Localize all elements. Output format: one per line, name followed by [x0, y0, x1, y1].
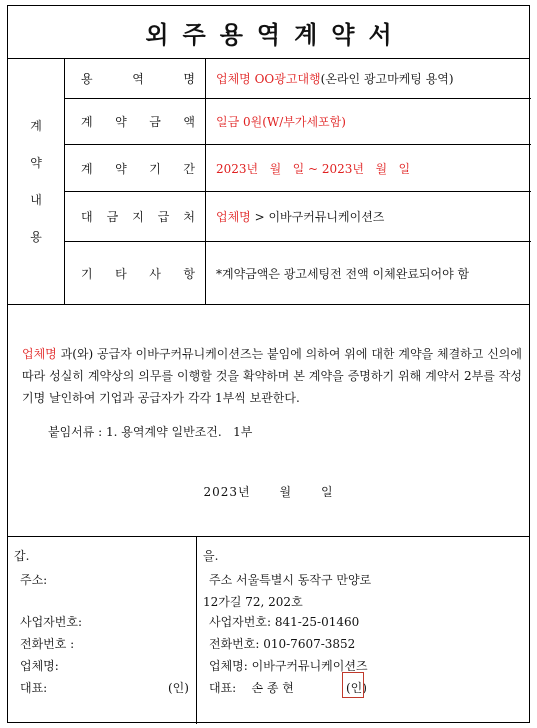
row-contract-amount: 계 약 금 액 일금 0원(W/부가세포함) — [65, 99, 531, 145]
row-label: 용 역 명 — [65, 58, 206, 98]
party-a: 갑. 주소: 사업자번호: 전화번호 : 업체명: 대표: (인) — [8, 537, 197, 724]
row-other-notes: 기 타 사 항 *계약금액은 광고세팅전 전액 이체완료되어야 함 — [65, 242, 531, 304]
row-payee: 대 금 지 급 처 업체명 > 이바구커뮤니케이션즈 — [65, 192, 531, 242]
document-title: 외주용역계약서 — [8, 6, 529, 59]
contract-paragraph: 업체명 과(와) 공급자 이바구커뮤니케이션즈는 붙임에 의하여 위에 대한 계약을 체결하고 신의에 따라 성실히 계약상의 의무를 이행할 것을 확약하며 본 계약을 증명하기 위해 계약서 2부를 작성 기명 날인하여 기업과 공급자가 각각 1부씩 보관한다. — [22, 347, 522, 405]
row-contract-period: 계 약 기 간 2023년 월 일 ~ 2023년 월 일 — [65, 145, 531, 192]
contract-body — [8, 304, 529, 537]
attachment-line: 붙임서류 : 1. 용역계약 일반조건. 1부 — [48, 425, 253, 439]
party-a-seal: (인) — [168, 681, 189, 695]
red-seal-stamp — [342, 672, 364, 698]
party-b: 을. 주소 서울특별시 동작구 만양로 12가길 72, 202호 사업자번호: 841-25-01460 전화번호: 010-7607-3852 업체명: 이바구커뮤니케이션즈 대표: 손 종 현 (인) — [203, 549, 372, 695]
row-label: 계 약 기 간 — [65, 145, 206, 191]
contract-content-label: 계 약 내 용 — [8, 58, 65, 304]
row-label: 계 약 금 액 — [65, 99, 206, 144]
party-b-seal-text: (인) — [346, 681, 367, 695]
row-label: 기 타 사 항 — [65, 242, 206, 304]
row-label: 대 금 지 급 처 — [65, 192, 206, 241]
contract-document — [7, 5, 530, 723]
row-service-name: 용 역 명 업체명 OO광고대행(온라인 광고마케팅 용역) — [65, 58, 531, 99]
contract-date: 2023년 월 일 — [203, 485, 334, 499]
